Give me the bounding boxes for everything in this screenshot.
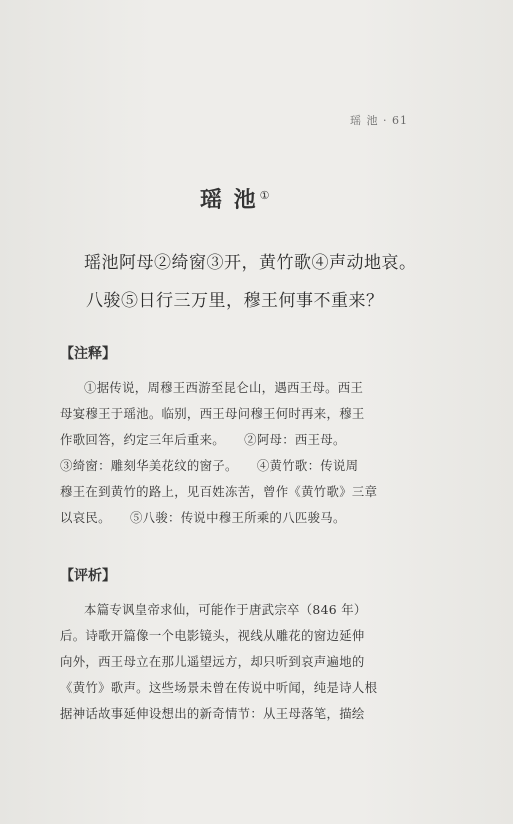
note-line: 母宴穆王于瑶池。临别，西王母问穆王何时再来，穆王	[60, 406, 365, 421]
comment-line: 向外，西王母立在那儿遥望远方，却只听到哀声遍地的	[60, 654, 365, 669]
comment-line: 据神话故事延伸设想出的新奇情节：从王母落笔，描绘	[60, 706, 365, 721]
comment-heading: 【评析】	[60, 568, 116, 584]
note-line: 以哀民。 ⑤八骏：传说中穆王所乘的八匹骏马。	[60, 510, 346, 525]
title-footnote-marker: ①	[259, 188, 272, 202]
note-line: 作歌回答，约定三年后重来。 ②阿母：西王母。	[60, 432, 346, 447]
poem-line-2: 八骏⑤日行三万里，穆王何事不重来？	[86, 291, 384, 311]
poem-title	[200, 183, 272, 214]
comment-line: 本篇专讽皇帝求仙，可能作于唐武宗卒（846 年）	[84, 602, 367, 617]
note-line: ③绮窗：雕刻华美花纹的窗子。 ④黄竹歌：传说周	[60, 458, 359, 473]
running-head: 瑶 池 · 61	[350, 114, 408, 127]
note-line: ①据传说，周穆王西游至昆仑山，遇西王母。西王	[84, 380, 364, 395]
poem-title-text: 瑶 池	[200, 187, 258, 213]
comment-line: 《黄竹》歌声。这些场景未曾在传说中听闻，纯是诗人根	[60, 680, 378, 695]
poem-line-1: 瑶池阿母②绮窗③开，黄竹歌④声动地哀。	[84, 253, 417, 273]
comment-line: 后。诗歌开篇像一个电影镜头，视线从雕花的窗边延伸	[60, 628, 365, 643]
note-line: 穆王在到黄竹的路上，见百姓冻苦，曾作《黄竹歌》三章	[60, 484, 378, 499]
notes-heading: 【注释】	[60, 346, 116, 362]
